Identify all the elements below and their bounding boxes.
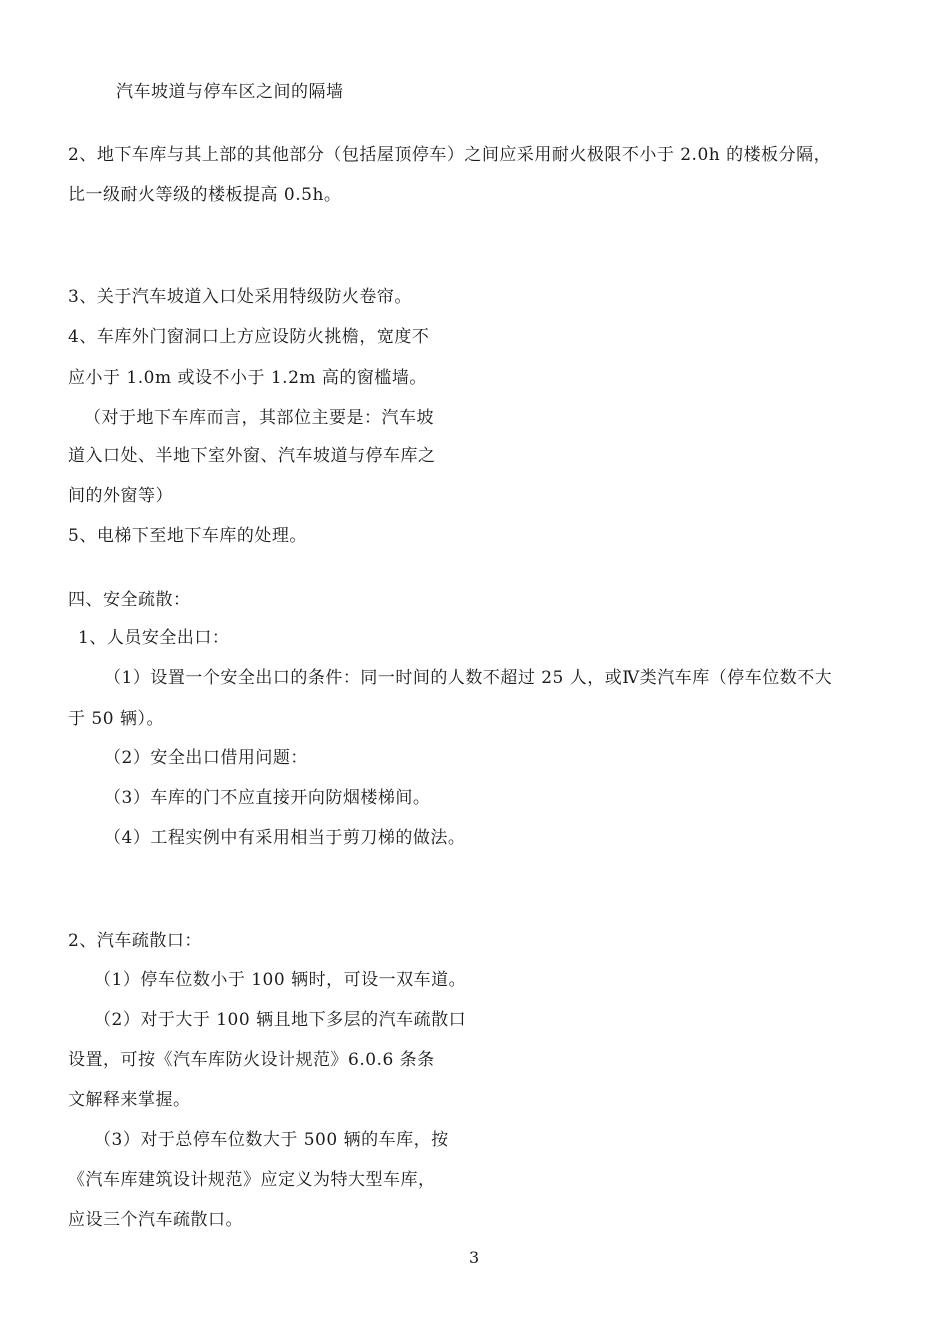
page-number: 3 xyxy=(469,1248,480,1267)
text-line-vehicle-3-cont: 《汽车库建筑设计规范》应定义为特大型车库， xyxy=(68,1170,436,1190)
subheading-vehicle-exits: 2、汽车疏散口： xyxy=(68,931,202,951)
text-line-item-4-cont: 应小于 1.0m 或设不小于 1.2m 高的窗槛墙。 xyxy=(68,368,427,388)
text-line-item-2-cont: 比一级耐火等级的楼板提高 0.5h。 xyxy=(68,185,342,205)
text-line-vehicle-2-cont2: 文解释来掌握。 xyxy=(68,1090,191,1110)
text-line-vehicle-2-cont: 设置，可按《汽车库防火设计规范》6.0.6 条条 xyxy=(68,1050,435,1070)
text-line-vehicle-3: （3）对于总停车位数大于 500 辆的车库，按 xyxy=(94,1130,449,1150)
text-line-item-3: 3、关于汽车坡道入口处采用特级防火卷帘。 xyxy=(68,287,412,307)
text-line-item-5: 5、电梯下至地下车库的处理。 xyxy=(68,526,307,546)
text-line-note-1: （对于地下车库而言，其部位主要是：汽车坡 xyxy=(84,408,434,428)
section-heading-evacuation: 四、安全疏散： xyxy=(68,590,191,610)
text-line-exit-3: （3）车库的门不应直接开向防烟楼梯间。 xyxy=(104,788,431,808)
text-line-exit-2: （2）安全出口借用问题： xyxy=(104,748,308,768)
text-line-note-3: 间的外窗等） xyxy=(68,486,173,506)
text-line-vehicle-2: （2）对于大于 100 辆且地下多层的汽车疏散口 xyxy=(94,1010,467,1030)
text-line-item-2: 2、地下车库与其上部的其他部分（包括屋顶停车）之间应采用耐火极限不小于 2.0h 的楼板分隔， xyxy=(68,145,832,165)
subheading-personnel-exits: 1、人员安全出口： xyxy=(78,628,230,648)
text-line-exit-1-cont: 于 50 辆）。 xyxy=(68,709,164,729)
text-line-exit-4: （4）工程实例中有采用相当于剪刀梯的做法。 xyxy=(104,828,466,848)
text-line-note-2: 道入口处、半地下室外窗、汽车坡道与停车库之 xyxy=(68,446,436,466)
text-line-walls: 汽车坡道与停车区之间的隔墙 xyxy=(116,82,344,102)
text-line-exit-1: （1）设置一个安全出口的条件：同一时间的人数不超过 25 人，或Ⅳ类汽车库（停车位数不大 xyxy=(104,668,833,688)
text-line-item-4: 4、车库外门窗洞口上方应设防火挑檐，宽度不 xyxy=(68,327,430,347)
text-line-vehicle-3-cont2: 应设三个汽车疏散口。 xyxy=(68,1210,243,1230)
text-line-vehicle-1: （1）停车位数小于 100 辆时，可设一双车道。 xyxy=(94,970,467,990)
